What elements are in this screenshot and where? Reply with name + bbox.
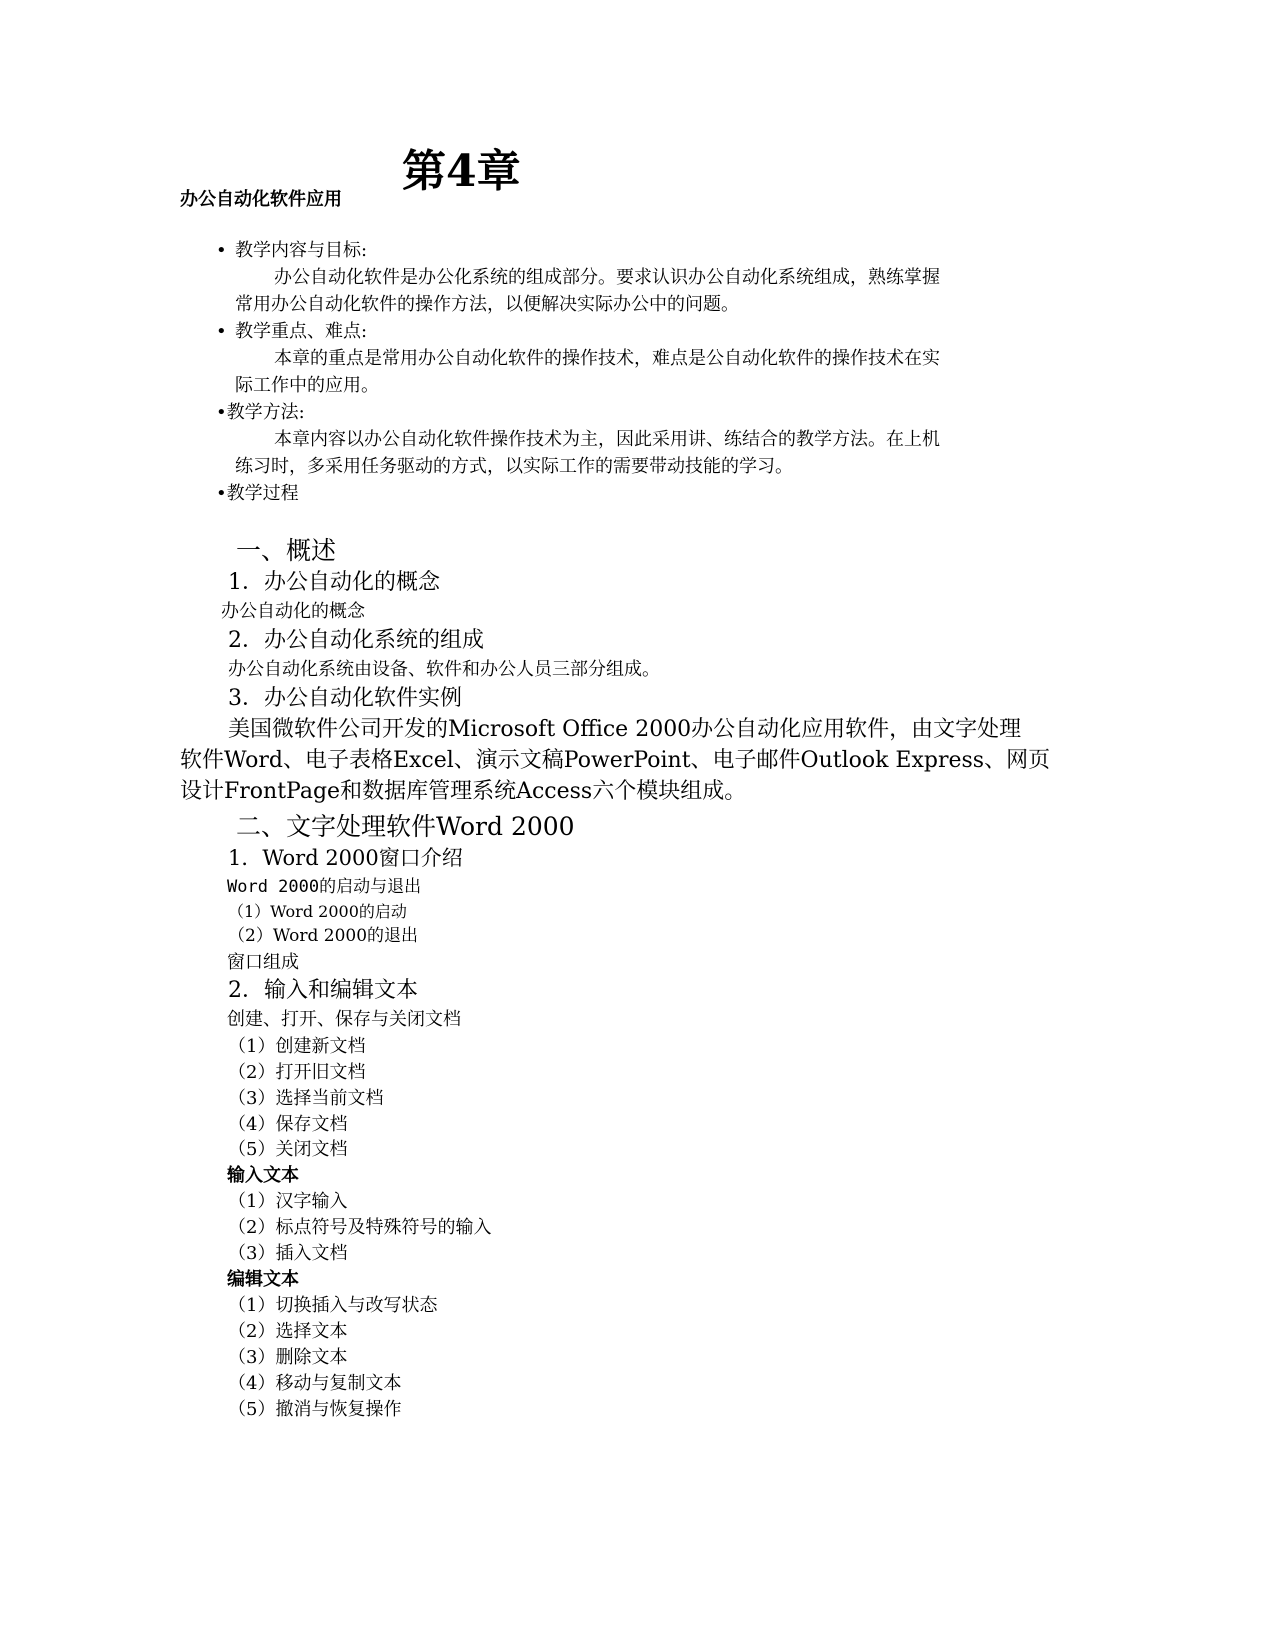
subsection-text: 办公自动化系统由设备、软件和办公人员三部分组成。	[228, 659, 660, 680]
list-item: （2）打开旧文档	[228, 1062, 366, 1083]
list-item: （1）切换插入与改写状态	[228, 1295, 438, 1316]
paragraph-line: 美国微软件公司开发的Microsoft Office 2000办公自动化应用软件，由文字处理	[228, 717, 1022, 742]
intro-item-label: •教学方法:	[216, 402, 305, 423]
intro-text: 本章的重点是常用办公自动化软件的操作技术，难点是公自动化软件的操作技术在实	[274, 348, 940, 369]
list-item: （1）Word 2000的启动	[228, 902, 407, 921]
chapter-subtitle: 办公自动化软件应用	[180, 189, 342, 210]
intro-item-label: •教学过程	[216, 483, 299, 504]
list-item: （2）选择文本	[228, 1321, 348, 1342]
intro-text: 办公自动化软件是办公化系统的组成部分。要求认识办公自动化系统组成，熟练掌握	[274, 267, 940, 288]
paragraph-line: 软件Word、电子表格Excel、演示文稿PowerPoint、电子邮件Outlook Express、网页	[180, 748, 1051, 773]
topic-heading: 编辑文本	[227, 1269, 299, 1290]
intro-item-label: 教学重点、难点:	[235, 321, 368, 342]
list-item: （4）保存文档	[228, 1114, 348, 1135]
subsection-text: 办公自动化的概念	[221, 601, 365, 622]
topic-heading: 输入文本	[227, 1165, 299, 1186]
bullet-icon: •	[216, 240, 227, 261]
topic-heading: 创建、打开、保存与关闭文档	[227, 1009, 461, 1030]
intro-text: 常用办公自动化软件的操作方法，以便解决实际办公中的问题。	[235, 294, 739, 315]
topic-heading: Word 2000的启动与退出	[227, 877, 422, 897]
subsection-title: 1．Word 2000窗口介绍	[228, 846, 463, 870]
subsection-title: 2．输入和编辑文本	[228, 978, 418, 1003]
bullet-icon: •	[216, 321, 227, 342]
list-item: （3）插入文档	[228, 1243, 348, 1264]
chapter-title: 第4章	[402, 146, 521, 197]
subsection-title: 1．办公自动化的概念	[228, 570, 440, 595]
list-item: （3）删除文本	[228, 1347, 348, 1368]
topic-heading: 窗口组成	[227, 952, 299, 973]
list-item: （5）关闭文档	[228, 1139, 348, 1160]
list-item: （1）汉字输入	[228, 1191, 348, 1212]
intro-text: 际工作中的应用。	[235, 375, 379, 396]
intro-item-label: 教学内容与目标:	[235, 240, 368, 261]
list-item: （1）创建新文档	[228, 1036, 366, 1057]
section-heading: 一、概述	[236, 536, 337, 565]
subsection-title: 3．办公自动化软件实例	[228, 686, 462, 711]
list-item: （2）Word 2000的退出	[228, 926, 419, 946]
section-heading: 二、文字处理软件Word 2000	[236, 812, 575, 841]
list-item: （4）移动与复制文本	[228, 1373, 402, 1394]
list-item: （2）标点符号及特殊符号的输入	[228, 1217, 492, 1238]
intro-text: 练习时，多采用任务驱动的方式，以实际工作的需要带动技能的学习。	[235, 456, 793, 477]
intro-text: 本章内容以办公自动化软件操作技术为主，因此采用讲、练结合的教学方法。在上机	[274, 429, 940, 450]
subsection-title: 2．办公自动化系统的组成	[228, 628, 484, 653]
list-item: （3）选择当前文档	[228, 1088, 384, 1109]
list-item: （5）撤消与恢复操作	[228, 1399, 402, 1420]
paragraph-line: 设计FrontPage和数据库管理系统Access六个模块组成。	[180, 779, 747, 804]
